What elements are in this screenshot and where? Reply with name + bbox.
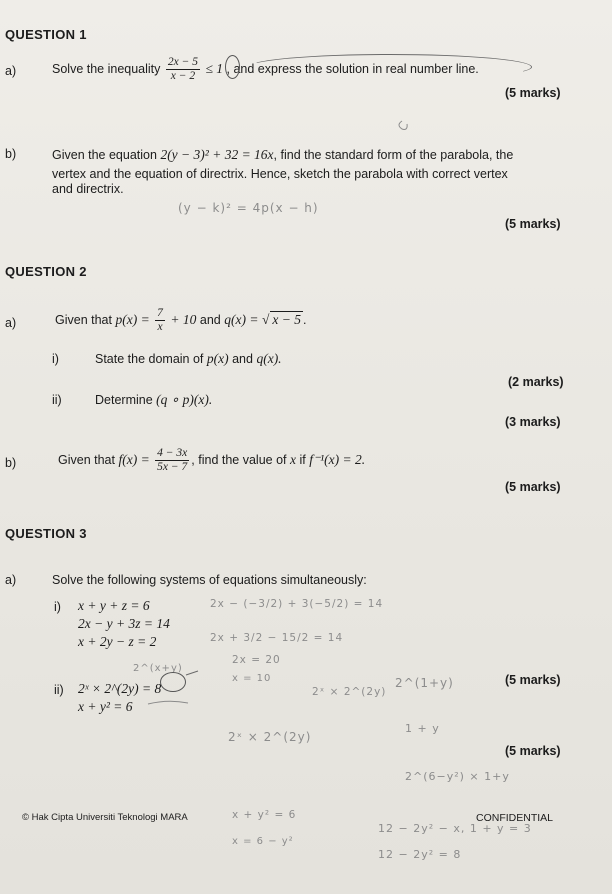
handwritten-note-5: x = 10 (232, 673, 272, 684)
q1b-line1-b: , find the standard form of the parabola, the (273, 148, 514, 162)
pen-squiggle (399, 121, 407, 129)
q2a-q-sqrt: √ x − 5 (261, 311, 301, 327)
handwritten-note-12: x = 6 − y² (232, 836, 294, 847)
q2b-x: x (289, 451, 296, 467)
q2aii-label: ii) (52, 393, 62, 407)
handwritten-note-13: 12 − 2y² = 8 (378, 848, 462, 861)
q1a-label: a) (5, 64, 17, 78)
handwritten-note-11: 12 − 2y² − x, 1 + y = 3 (378, 822, 532, 835)
q2b-text2: , find the value of (191, 452, 287, 467)
handwritten-note-6: 2^(1+y) (395, 676, 454, 690)
q2b-if: if (299, 452, 306, 467)
q2aii-marks: (3 marks) (505, 415, 561, 429)
q3aii-equation-1: 2ˣ × 2^(2y) = 8 (78, 681, 162, 696)
q2b-condition: f⁻¹(x) = 2. (309, 451, 366, 467)
handwritten-note-4: 2x = 20 (232, 654, 281, 666)
q1a-text-before: Solve the inequality (52, 61, 161, 76)
q2b-label: b) (5, 456, 17, 470)
q1a-frac-numerator: 2x − 5 (167, 56, 199, 68)
q3aii-marks: (5 marks) (505, 744, 561, 758)
pen-arrow-stroke (186, 671, 198, 675)
handwritten-note-7b: 2ˣ × 2^(2y) (228, 730, 312, 744)
q2a-q-end: . (302, 312, 307, 327)
q2ai-q: q(x). (256, 351, 282, 366)
q3ai-marks: (5 marks) (505, 673, 561, 687)
handwritten-note-2: 2x − (−3/2) + 3(−5/2) = 14 (210, 598, 384, 610)
q2ai-p: p(x) (206, 351, 229, 366)
q2b-f-lhs: f(x) = (118, 451, 150, 467)
q2b-f-numerator: 4 − 3x (157, 447, 188, 459)
q2a-and: and (199, 312, 221, 327)
q2b-f-denominator: 5x − 7 (157, 461, 188, 473)
q1b-line3: and directrix. (52, 182, 124, 196)
q3aii-label: ii) (54, 683, 64, 697)
handwritten-note-9: 2^(6−y²) × 1+y (405, 770, 510, 783)
q3ai-equation-3: x + 2y − z = 2 (78, 634, 157, 649)
question-3-heading: QUESTION 3 (5, 526, 87, 541)
q2b-text: Given that (58, 452, 115, 467)
q1b-equation: 2(y − 3)² + 32 = 16x (160, 147, 274, 162)
q3ai-equation-1: x + y + z = 6 (78, 598, 150, 613)
footer-confidential: CONFIDENTIAL (476, 812, 554, 824)
q2ai-text: State the domain of (95, 352, 204, 366)
q1b-label: b) (5, 147, 17, 161)
q2aii-expression: (q ∘ p)(x). (156, 392, 213, 407)
q3a-text: Solve the following systems of equations simultaneously: (52, 573, 367, 587)
q1a-relation: ≤ 1 (205, 60, 224, 76)
q1b-line2: vertex and the equation of directrix. Hence, sketch the parabola with correct vertex (52, 167, 508, 181)
q1b-marks: (5 marks) (505, 217, 561, 231)
handwritten-note-10: x + y² = 6 (232, 809, 297, 821)
q1b-line1-a: Given the equation (52, 148, 157, 162)
q2a-text: Given that (55, 312, 112, 327)
q3aii-equation-2: x + y² = 6 (78, 699, 133, 714)
q2a-label: a) (5, 316, 17, 330)
q2a-p-lhs: p(x) = (115, 311, 150, 327)
q2b-marks: (5 marks) (505, 480, 561, 494)
handwritten-note-3: 2x + 3/2 − 15/2 = 14 (210, 632, 344, 644)
q2a-p-numerator: 7 (157, 307, 163, 319)
question-2-heading: QUESTION 2 (5, 264, 87, 279)
q2ai-label: i) (52, 352, 59, 366)
q2a-q-lhs: q(x) = (224, 311, 259, 327)
question-1-heading: QUESTION 1 (5, 27, 87, 42)
q3ai-equation-2: 2x − y + 3z = 14 (78, 616, 170, 631)
handwritten-note-8: 1 + y (405, 722, 440, 735)
footer-copyright: © Hak Cipta Universiti Teknologi MARA (22, 812, 188, 823)
q2ai-and: and (232, 352, 253, 366)
q2aii-text: Determine (95, 393, 153, 407)
q1a-frac-denominator: x − 2 (170, 70, 196, 82)
pen-underline-stroke (148, 701, 188, 704)
q2ai-marks: (2 marks) (508, 375, 564, 389)
q3a-label: a) (5, 573, 17, 587)
q2a-q-radicand: x − 5 (272, 311, 301, 327)
q2a-p-rhs: + 10 (170, 311, 197, 327)
handwritten-note-7: 2ˣ × 2^(2y) (312, 686, 387, 698)
q2a-p-denominator: x (157, 321, 163, 333)
q3ai-label: i) (54, 600, 61, 614)
q1a-text-after: , and express the solution in real number line. (226, 61, 479, 76)
handwritten-note-1: (y − k)² = 4p(x − h) (178, 201, 319, 215)
handwritten-note-14: 2^(x+y) (133, 663, 183, 674)
q1a-marks: (5 marks) (505, 86, 561, 100)
